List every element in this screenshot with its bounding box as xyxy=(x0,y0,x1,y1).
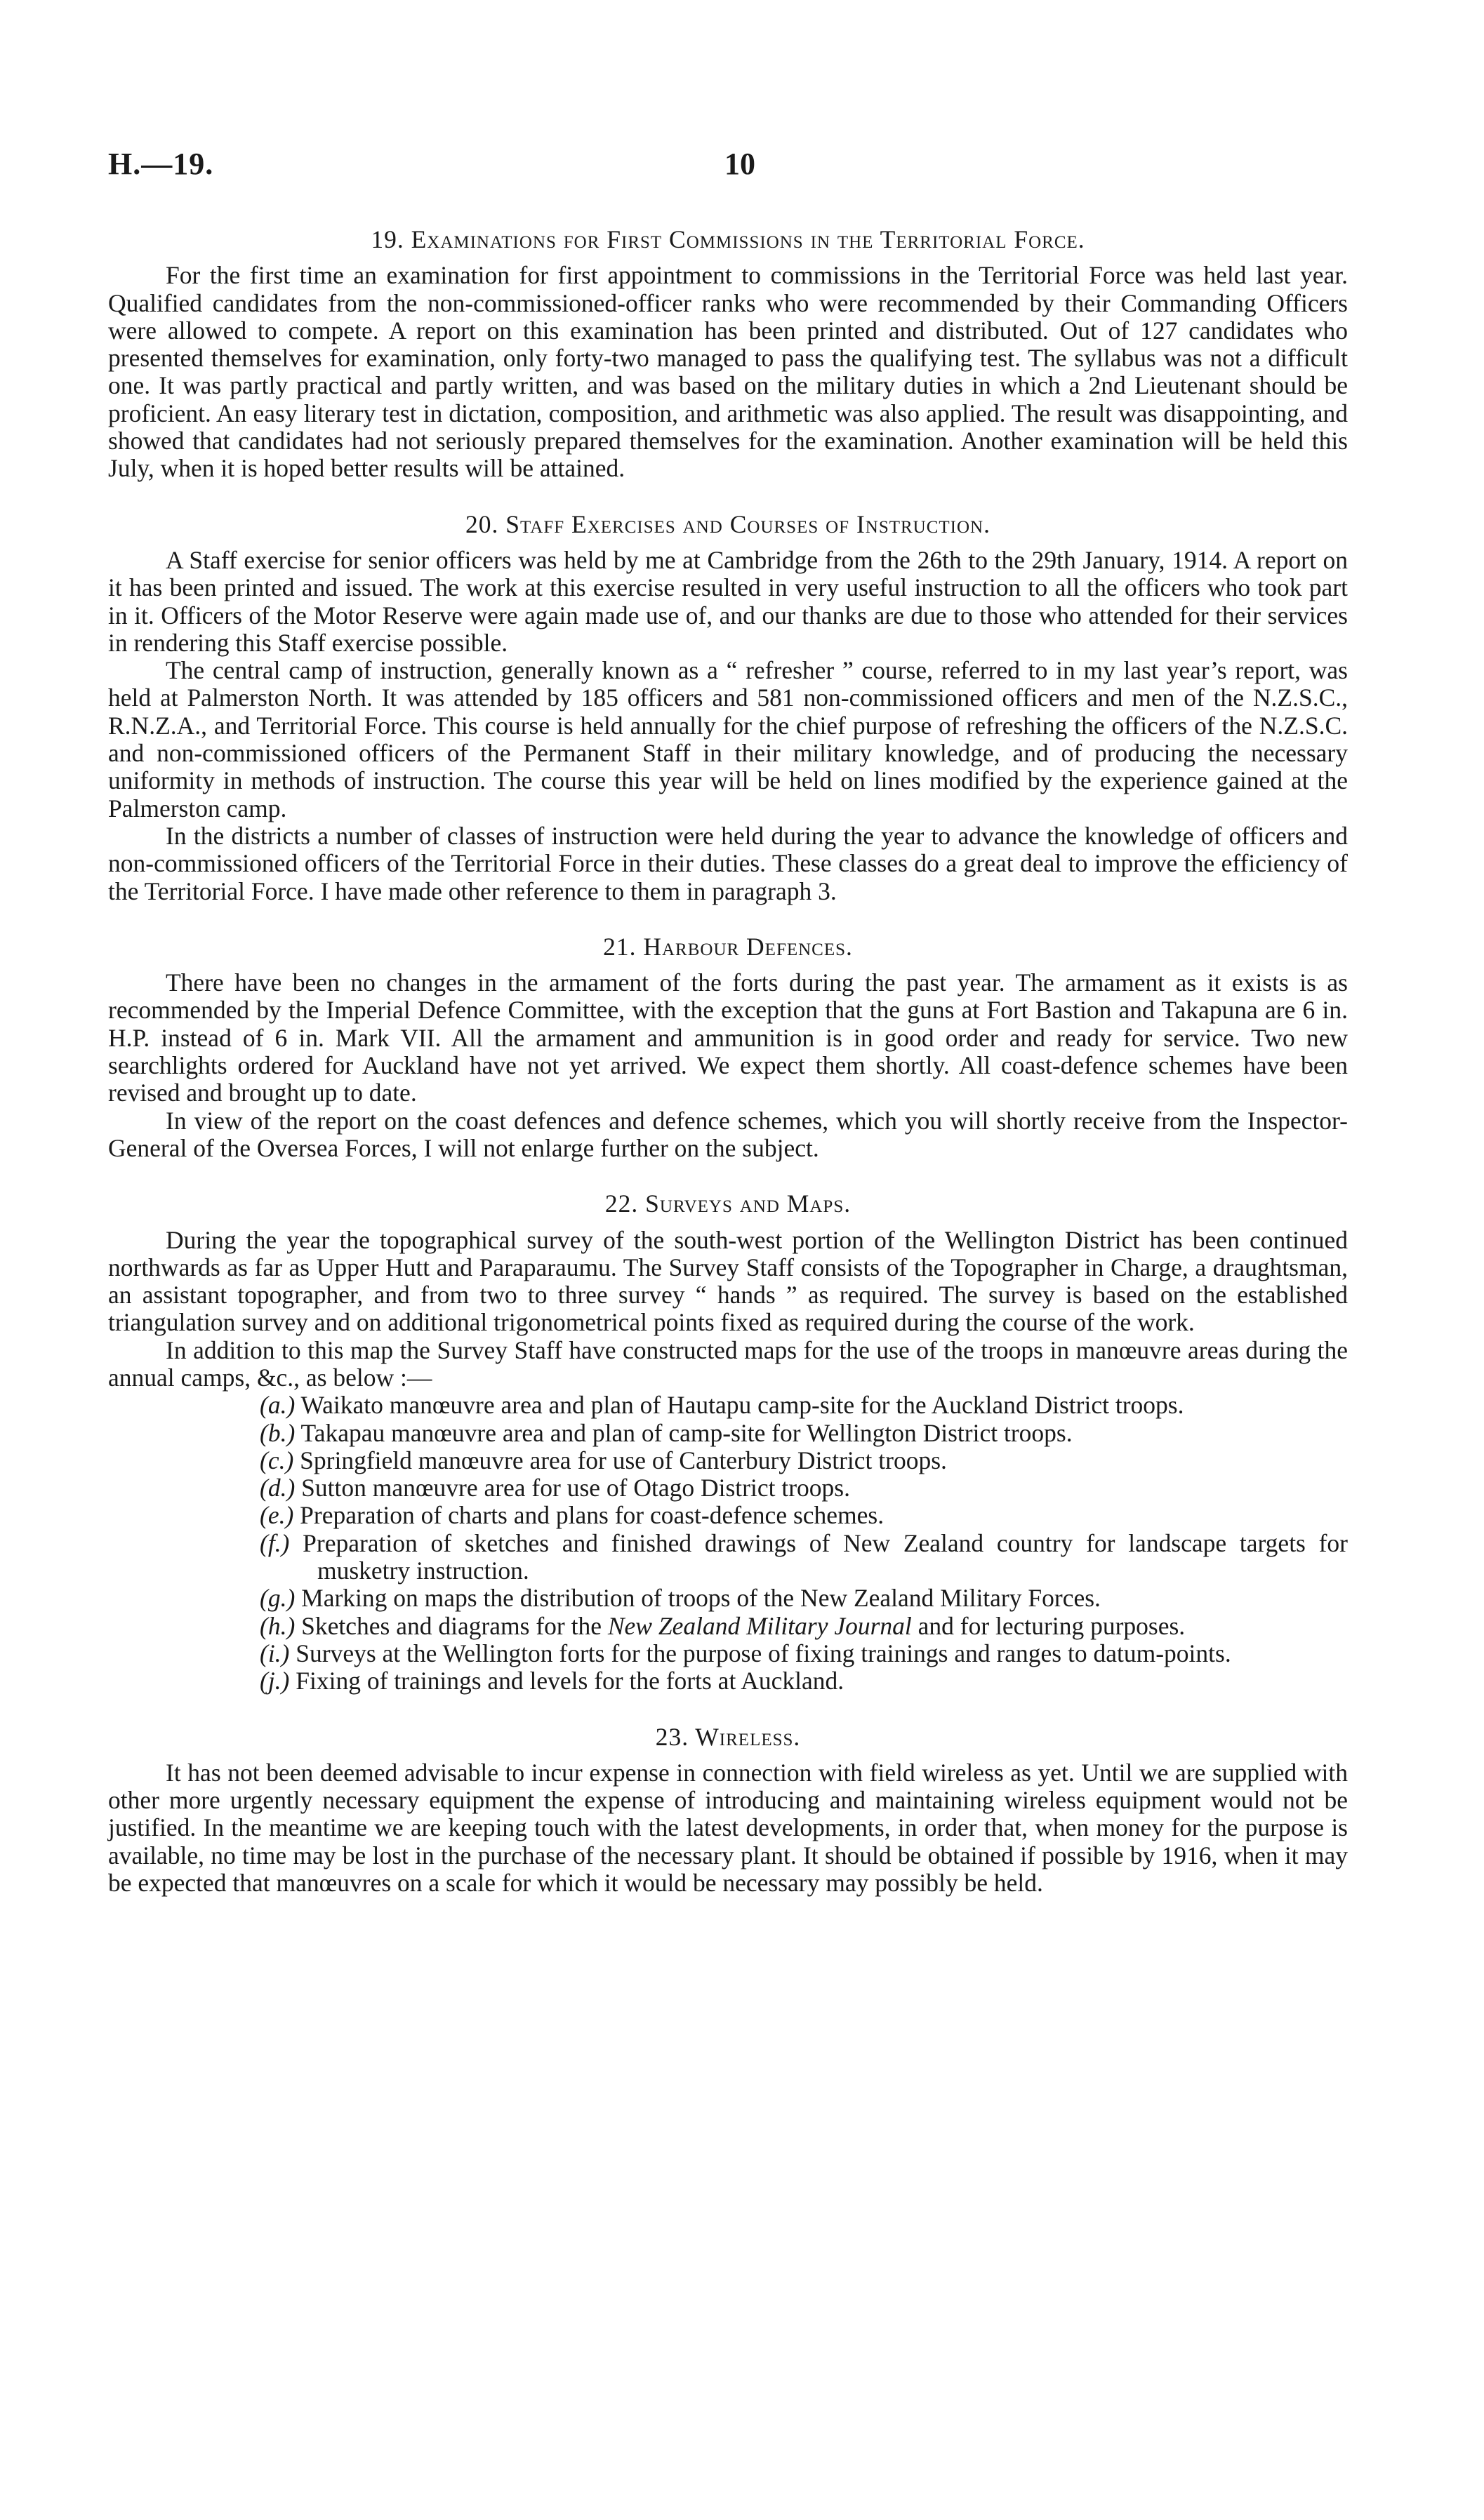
section-22-surveys-and-maps xyxy=(108,1190,1348,1695)
section-19-examinations xyxy=(108,226,1348,483)
list-item xyxy=(260,1474,1348,1502)
document-code: H.—19. xyxy=(108,147,214,181)
list-item xyxy=(260,1530,1348,1585)
section-21-harbour-defences xyxy=(108,933,1348,1162)
list-item xyxy=(260,1667,1348,1695)
section-heading: 21. Harbour Defences. xyxy=(603,932,853,961)
item-text: and for lecturing purposes. xyxy=(911,1611,1186,1640)
item-text: Surveys at the Wellington forts for the purpose of fixing trainings and ranges to datum-points. xyxy=(296,1639,1231,1667)
list-item xyxy=(260,1420,1348,1447)
paragraph: The central camp of instruction, generally known as a “ refresher ” course, referred to in my last year’s report, was held at Palmerston North. It was attended by 185 officers and 581 non-commissioned officers and men of the N.Z.S.C., R.N.Z.A., and Territorial Force. This course is held annually for the chief purpose of refreshing the officers of the N.Z.S.C. and non-commissioned officers of the Permanent Staff in their military knowledge, and of producing the necessary uniformity in methods of instruction. The course this year will be held on lines modified by the experience gained at the Palmerston camp. xyxy=(108,656,1348,822)
item-text: Sutton manœuvre area for use of Otago District troops. xyxy=(301,1474,850,1502)
item-text: Preparation of charts and plans for coast-defence schemes. xyxy=(300,1501,885,1530)
journal-title: New Zealand Military Journal xyxy=(607,1611,912,1640)
document-body xyxy=(108,226,1348,1925)
list-item xyxy=(260,1447,1348,1474)
item-label: (a.) xyxy=(260,1391,296,1420)
item-text: Fixing of trainings and levels for the forts at Auckland. xyxy=(296,1667,844,1695)
paragraph: For the first time an examination for first appointment to commissions in the Territorial Force was held last year. Qualified candidates from the non-commissioned-officer ranks who were recommended by their Commanding Officers were allowed to compete. A report on this examination has been printed and distributed. Out of 127 candidates who presented themselves for examination, only forty-two managed to pass the qualifying test. The syllabus was not a difficult one. It was partly practical and partly written, and was based on the military duties in which a 2nd Lieutenant should be proficient. An easy literary test in dictation, composition, and arithmetic was also applied. The result was disappointing, and showed that candidates had not seriously prepared themselves for the examination. Another examination will be held this July, when it is hoped better results will be attained. xyxy=(108,261,1348,483)
item-label: (g.) xyxy=(260,1584,296,1613)
item-label: (e.) xyxy=(260,1501,294,1530)
list-item xyxy=(260,1613,1348,1640)
item-label: (h.) xyxy=(260,1611,296,1640)
paragraph: During the year the topographical survey of the south-west portion of the Wellington District has been continued northwards as far as Upper Hutt and Paraparaumu. The Survey Staff consists of the Topographer in Charge, a draughtsman, an assistant topographer, and from two to three survey “ hands ” as required. The survey is based on the established triangulation survey and on additional trigonometrical points fixed as required during the course of the work. xyxy=(108,1225,1348,1337)
item-label: (f.) xyxy=(260,1528,290,1557)
item-label: (j.) xyxy=(260,1667,290,1695)
paragraph: There have been no changes in the armament of the forts during the past year. The armament as it exists is as recommended by the Imperial Defence Committee, with the exception that the guns at Fort Bastion and Takapuna are 6 in. H.P. instead of 6 in. Mark VII. All the armament and ammunition is in good order and ready for service. Two new searchlights ordered for Auckland have not yet arrived. We expect them shortly. All coast-defence schemes have been revised and brought up to date. xyxy=(108,968,1348,1107)
section-heading: 22. Surveys and Maps. xyxy=(604,1189,852,1218)
item-text: Sketches and diagrams for the xyxy=(301,1611,608,1640)
paragraph: In view of the report on the coast defences and defence schemes, which you will shortly receive from the Inspector-General of the Oversea Forces, I will not enlarge further on the subject. xyxy=(108,1106,1348,1162)
section-heading: 19. Examinations for First Commissions in the Territorial Force. xyxy=(371,225,1085,253)
item-text: Preparation of sketches and finished drawings of New Zealand country for landscape targets for musketry instruction. xyxy=(303,1528,1348,1585)
section-20-staff-exercises xyxy=(108,511,1348,905)
list-item xyxy=(260,1392,1348,1419)
item-label: (d.) xyxy=(260,1474,296,1502)
list-item xyxy=(260,1585,1348,1612)
item-text: Marking on maps the distribution of troops of the New Zealand Military Forces. xyxy=(301,1584,1101,1613)
item-label: (b.) xyxy=(260,1418,296,1447)
list-item xyxy=(260,1640,1348,1667)
section-heading: 23. Wireless. xyxy=(655,1722,801,1751)
paragraph: It has not been deemed advisable to incur expense in connection with field wireless as yet. Until we are supplied with other more urgently necessary equipment the expense of introducing and maintaining wireless equipment would not be justified. In the meantime we are keeping touch with the latest developments, in order that, when money for the purpose is available, no time may be lost in the purchase of the necessary plant. It should be obtained if possible by 1916, when it may be expected that manœuvres on a scale for which it would be necessary may possibly be held. xyxy=(108,1758,1348,1898)
item-text: Takapau manœuvre area and plan of camp-site for Wellington District troops. xyxy=(300,1418,1073,1447)
paragraph: In addition to this map the Survey Staff have constructed maps for the use of the troops in manœuvre areas during the annual camps, &c., as below :— xyxy=(108,1335,1348,1392)
section-heading: 20. Staff Exercises and Courses of Instruction. xyxy=(465,509,991,538)
page-number: 10 xyxy=(724,147,755,181)
paragraph: A Staff exercise for senior officers was held by me at Cambridge from the 26th to the 29th January, 1914. A report on it has been printed and issued. The work at this exercise resulted in very useful instruction to all the officers who took part in it. Officers of the Motor Reserve were again made use of, and our thanks are due to those who attended for their services in rendering this Staff exercise possible. xyxy=(108,545,1348,657)
item-label: (c.) xyxy=(260,1446,294,1474)
item-label: (i.) xyxy=(260,1639,290,1667)
survey-work-list xyxy=(108,1392,1348,1695)
section-23-wireless xyxy=(108,1724,1348,1898)
list-item xyxy=(260,1502,1348,1529)
paragraph: In the districts a number of classes of instruction were held during the year to advance the knowledge of officers and non-commissioned officers of the Territorial Force in their duties. These classes do a great deal to improve the efficiency of the Territorial Force. I have made other reference to them in paragraph 3. xyxy=(108,821,1348,905)
item-text: Springfield manœuvre area for use of Canterbury District troops. xyxy=(300,1446,947,1474)
item-text: Waikato manœuvre area and plan of Hautapu camp-site for the Auckland District troops. xyxy=(300,1391,1184,1420)
